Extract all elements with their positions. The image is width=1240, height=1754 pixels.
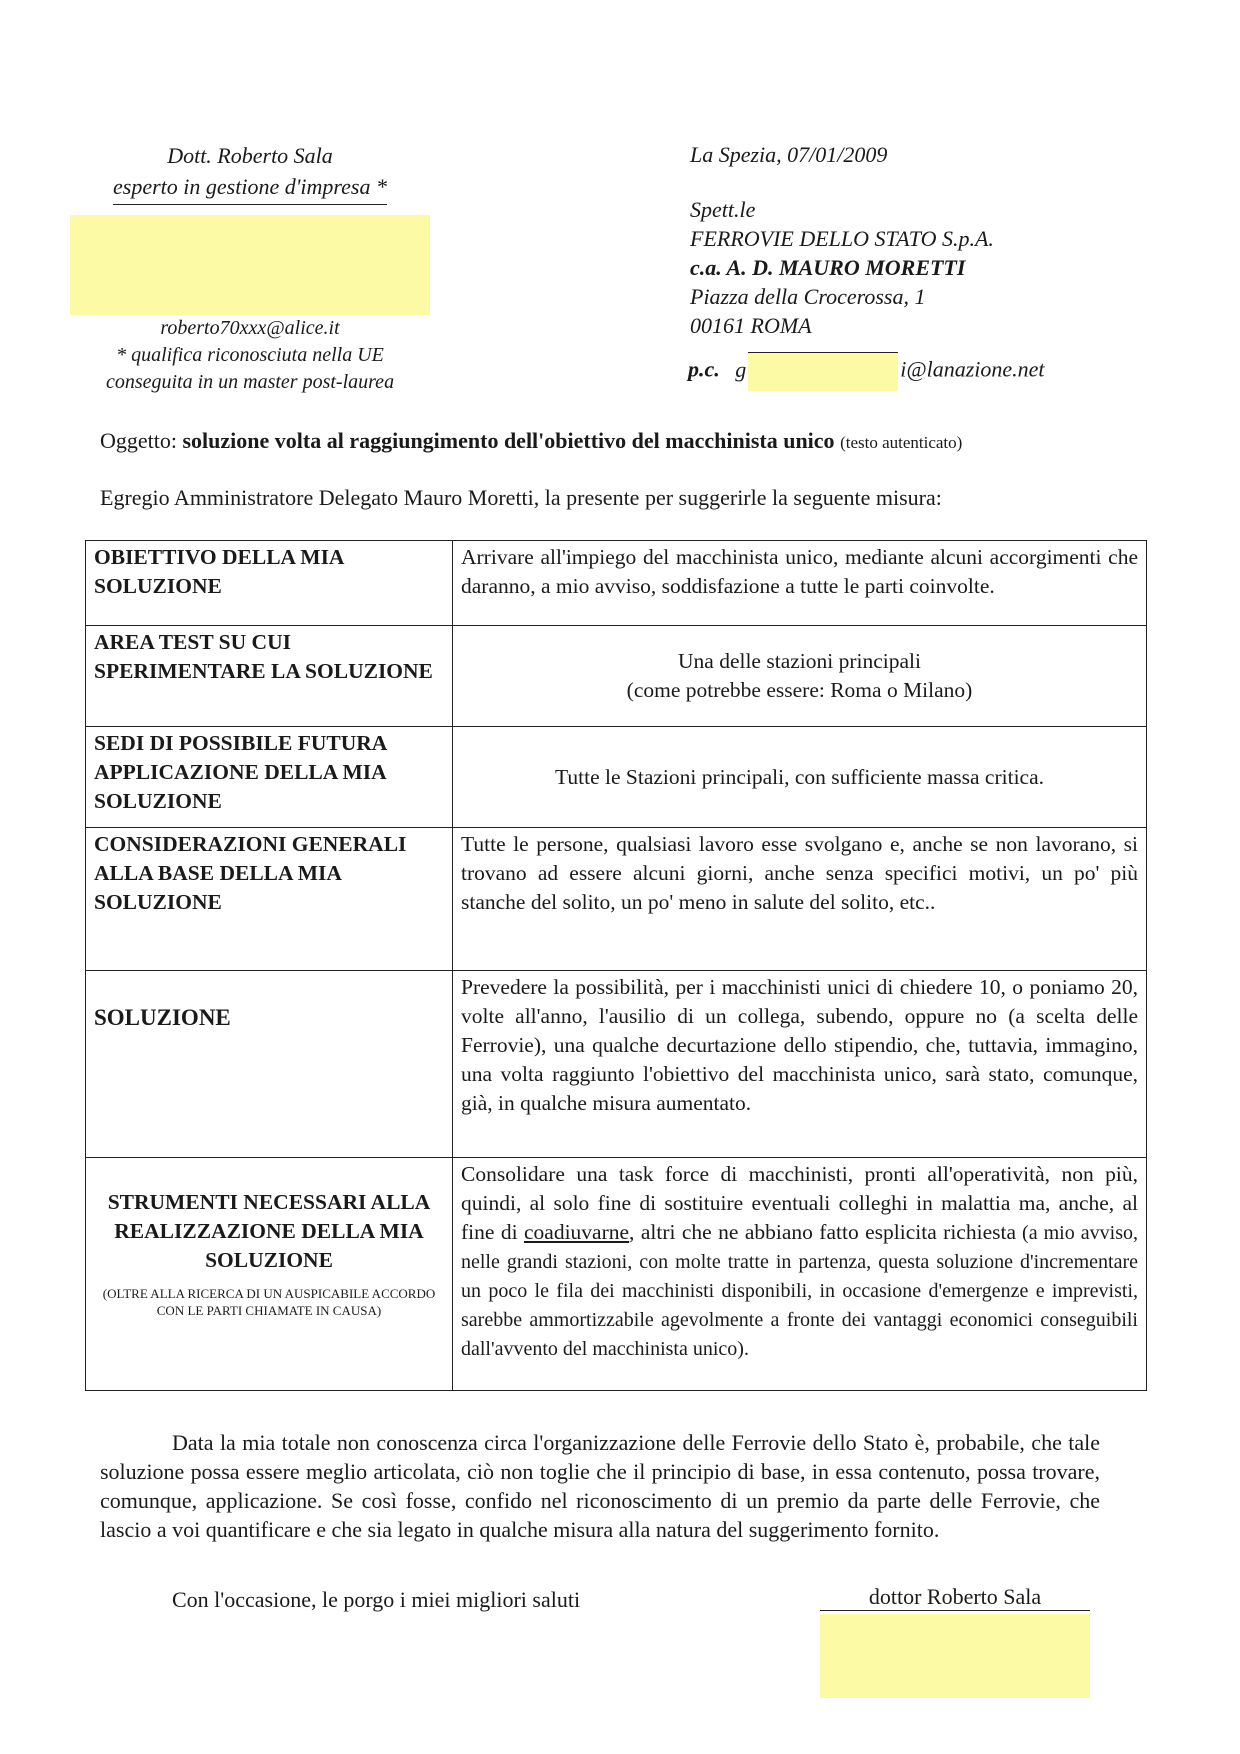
redacted-sender-address <box>70 215 430 315</box>
row-label-tools: STRUMENTI NECESSARI ALLA REALIZZAZIONE DELLA MIA SOLUZIONE <box>107 1190 431 1272</box>
row-label-tools-note: (OLTRE ALLA RICERCA DI UN AUSPICABILE ACCORDO CON LE PARTI CHIAMATE IN CAUSA) <box>102 1286 436 1318</box>
recipient-block <box>690 140 1170 340</box>
tools-text-small: (a mio avviso, nelle grandi stazioni, con molte tratte in partenza, questa soluzione d'incrementare un poco le fila dei macchinisti disponibili, in occasione d'emergenze e imprevisti, sarebbe ammortizzabile agevolmente a fronte dei vantaggi economici conseguibili dall'avvento del macchinista unico). <box>461 1222 1138 1360</box>
recipient-company: FERROVIE DELLO STATO S.p.A. <box>690 226 994 251</box>
recipient-city: 00161 ROMA <box>690 313 812 338</box>
table-row <box>86 971 1147 1158</box>
pc-start: g <box>735 356 747 382</box>
table-row <box>86 727 1147 828</box>
tools-text-a: Consolidare una task force di macchinisti, pronti all'operatività, non più, quindi, al solo fine di sostituire eventuali colleghi in malattia ma, anche, al fine di <box>461 1162 1138 1244</box>
attn-prefix: c.a. A. D. <box>690 255 774 280</box>
row-label-objective: OBIETTIVO DELLA MIA SOLUZIONE <box>86 541 453 626</box>
row-value-objective: Arrivare all'impiego del macchinista unico, mediante alcuni accorgimenti che daranno, a mio avviso, soddisfazione a tutte le parti coinvolte. <box>453 541 1147 626</box>
row-label-solution: SOLUZIONE <box>94 1005 231 1030</box>
recipient-street: Piazza della Crocerossa, 1 <box>690 284 926 309</box>
row-label-solution-cell <box>86 971 453 1158</box>
closing-line: Con l'occasione, le porgo i miei migliori saluti <box>172 1587 581 1612</box>
recipient-spett: Spett.le <box>690 197 756 222</box>
sender-title: esperto in gestione d'impresa * <box>113 171 387 205</box>
test-area-line-1: Una delle stazioni principali <box>678 649 921 673</box>
row-value-tools <box>453 1158 1147 1391</box>
sender-note-2: conseguita in un master post-laurea <box>105 371 395 393</box>
pc-line <box>688 352 1045 391</box>
table-row <box>86 626 1147 727</box>
recipient-attn <box>690 253 1170 282</box>
proposal-table <box>85 540 1147 1391</box>
redacted-pc-email <box>748 352 898 391</box>
row-label-sites: SEDI DI POSSIBILE FUTURA APPLICAZIONE DELLA MIA SOLUZIONE <box>86 727 453 828</box>
redacted-signature <box>820 1614 1090 1698</box>
subject-line <box>100 428 1160 454</box>
pc-end: i@lanazione.net <box>900 356 1045 382</box>
table-row <box>86 541 1147 626</box>
sender-email: roberto70xxx@alice.it <box>160 317 340 339</box>
table-row <box>86 1158 1147 1391</box>
row-value-considerations: Tutte le persone, qualsiasi lavoro esse svolgano e, anche se non lavorano, si trovano ad essere alcuni giorni, anche senza specifici motivi, un po' più stanche del solito, un po' meno in salute del solito, etc.. <box>453 828 1147 971</box>
subject-note: (testo autenticato) <box>840 433 963 452</box>
row-label-test-area: AREA TEST SU CUI SPERIMENTARE LA SOLUZIONE <box>86 626 453 727</box>
signature-name: dottor Roberto Sala <box>820 1584 1090 1611</box>
sender-name: Dott. Roberto Sala <box>167 143 333 168</box>
subject-label: Oggetto: <box>100 428 177 453</box>
table-row <box>86 828 1147 971</box>
row-label-considerations: CONSIDERAZIONI GENERALI ALLA BASE DELLA MIA SOLUZIONE <box>86 828 453 971</box>
body-paragraph: Data la mia totale non conoscenza circa l'organizzazione delle Ferrovie dello Stato è, probabile, che tale soluzione possa essere meglio articolata, ciò non toglie che il principio di base, in essa contenuto, possa trovare, comunque, applicazione. Se così fosse, confido nel riconoscimento di un premio da parte delle Ferrovie, che lascio a voi quantificare e che sia legato in qualche misura alla natura del suggerimento fornito. <box>100 1430 1100 1542</box>
sender-block <box>70 140 430 396</box>
tools-text-b: , altri che ne abbiano fatto esplicita richiesta <box>629 1220 1016 1244</box>
pc-label: p.c. <box>688 356 720 382</box>
row-value-test-area <box>453 626 1147 727</box>
row-value-sites: Tutte le Stazioni principali, con sufficiente massa critica. <box>453 727 1147 828</box>
attn-name: MAURO MORETTI <box>779 255 966 280</box>
tools-text-underlined: coadiuvarne <box>523 1220 630 1244</box>
sender-note-1: * qualifica riconosciuta nella UE <box>116 344 384 366</box>
row-value-solution: Prevedere la possibilità, per i macchinisti unici di chiedere 10, o poniamo 20, volte all'anno, l'ausilio di un collega, subendo, oppure no (a scelta delle Ferrovie), una qualche decurtazione dello stipendio, che, tuttavia, immagino, una volta raggiunto l'obiettivo del macchinista unico, sarà stato, comunque, già, in qualche misura aumentato. <box>453 971 1147 1158</box>
place-date: La Spezia, 07/01/2009 <box>690 142 888 167</box>
subject-text: soluzione volta al raggiungimento dell'obiettivo del macchinista unico <box>182 428 835 453</box>
row-label-tools-cell <box>86 1158 453 1391</box>
test-area-line-2: (come potrebbe essere: Roma o Milano) <box>626 678 973 702</box>
greeting: Egregio Amministratore Delegato Mauro Moretti, la presente per suggerirle la seguente misura: <box>100 485 942 510</box>
